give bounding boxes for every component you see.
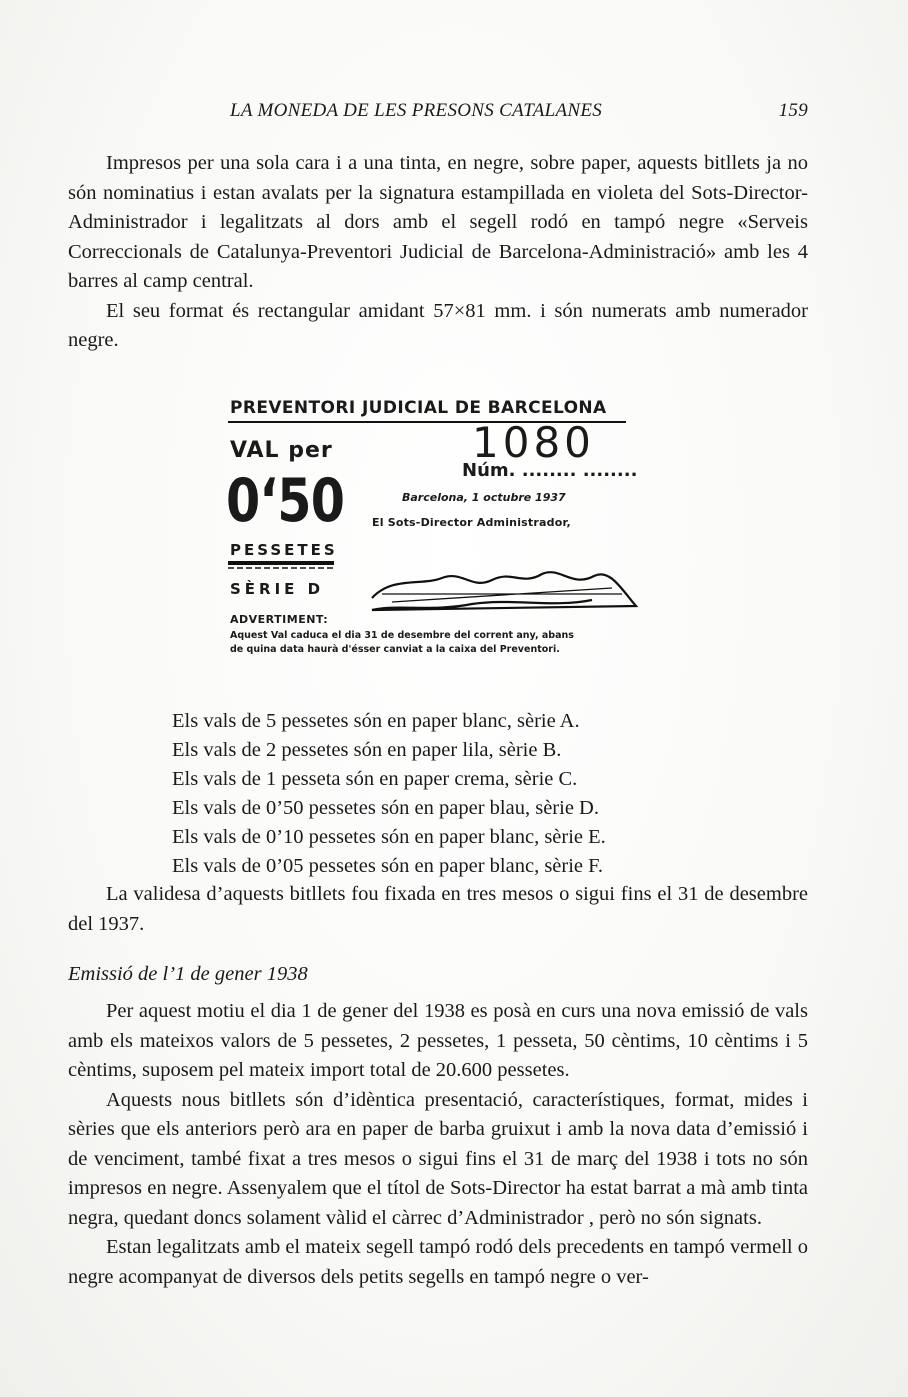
banknote-title: PREVENTORI JUDICIAL DE BARCELONA bbox=[230, 398, 607, 418]
section-heading: Emissió de l’1 de gener 1938 bbox=[68, 963, 308, 985]
running-title: LA MONEDA DE LES PRESONS CATALANES bbox=[230, 100, 603, 121]
banknote-val-per: VAL per bbox=[230, 438, 333, 463]
signature-scrawl bbox=[372, 572, 636, 610]
series-list bbox=[172, 707, 606, 881]
paragraph: Impresos per una sola cara i a una tinta, en negre, sobre paper, aquests bitllets ja no són nominatius i estan avalats per la signatura estampillada en violeta del Sots-Director- Administrador i legalitzats al dors amb el segell rodó en tampó negre «Serveis Correccionals de Catalunya-Preventori Judicial de Barcelona-Administració» amb les 4 barres al camp central. bbox=[68, 152, 808, 292]
page-number: 159 bbox=[778, 100, 808, 121]
banknote-series: SÈRIE D bbox=[230, 580, 325, 598]
banknote-value: 0‘50 bbox=[226, 466, 345, 536]
intro-text bbox=[68, 149, 808, 356]
paragraph: Estan legalitzats amb el mateix segell tampó rodó dels precedents en tampó vermell o negre acompanyat de diversos dels petits segells en tampó negre o ver- bbox=[68, 1236, 808, 1288]
banknote-currency: PESSETES bbox=[230, 541, 338, 559]
warning-line: de quina data haurà d'ésser canviat a la caixa del Preventori. bbox=[230, 644, 560, 655]
list-item: Els vals de 0’50 pessetes són en paper blau, sèrie D. bbox=[172, 797, 599, 819]
warning-line: Aquest Val caduca el dia 31 de desembre del corrent any, abans bbox=[230, 630, 574, 641]
paragraph: Per aquest motiu el dia 1 de gener del 1938 es posà en curs una nova emissió de vals amb els mateixos valors de 5 pessetes, 2 pessetes, 1 pesseta, 50 cèntims, 10 cèntims i 5 cèntims, suposem pel mateix import total de 20.600 pessetes. bbox=[68, 1000, 808, 1081]
list-item: Els vals de 2 pessetes són en paper lila, sèrie B. bbox=[172, 739, 562, 761]
list-item: Els vals de 5 pessetes són en paper blanc, sèrie A. bbox=[172, 710, 580, 732]
body-text bbox=[68, 997, 808, 1292]
paragraph: Aquests nous bitllets són d’idèntica presentació, característiques, format, mides i sèries que els anteriors però ara en paper de barba gruixut i amb la nova data d’emissió i de venciment, també fixat a tres mesos o sigui fins el 31 de març del 1938 i tots no són impresos en negre. Assenyalem que el títol de Sots-Director ha estat barrat a mà amb tinta negra, quedant doncs solament vàlid el càrrec d’Administrador , però no són signats. bbox=[68, 1088, 808, 1229]
banknote-serial-number: 1080 bbox=[472, 418, 595, 467]
validity-text bbox=[68, 880, 808, 939]
banknote-figure bbox=[222, 398, 642, 666]
list-item: Els vals de 0’05 pessetes són en paper blanc, sèrie F. bbox=[172, 855, 604, 877]
banknote-signer: El Sots-Director Administrador, bbox=[372, 516, 571, 529]
banknote-warning-title: ADVERTIMENT: bbox=[230, 613, 329, 626]
banknote-num-label: Núm. ........ ........ bbox=[462, 460, 638, 481]
banknote-place-date: Barcelona, 1 octubre 1937 bbox=[402, 491, 566, 504]
list-item: Els vals de 0’10 pessetes són en paper blanc, sèrie E. bbox=[172, 826, 606, 848]
list-item: Els vals de 1 pesseta són en paper crema, sèrie C. bbox=[172, 768, 578, 790]
paragraph: La validesa d’aquests bitllets fou fixada en tres mesos o sigui fins el 31 de desembre del 1937. bbox=[68, 883, 808, 935]
running-head bbox=[230, 100, 808, 122]
banknote-warning-text bbox=[230, 629, 650, 657]
paragraph: El seu format és rectangular amidant 57×81 mm. i són numerats amb numerador negre. bbox=[68, 299, 808, 351]
